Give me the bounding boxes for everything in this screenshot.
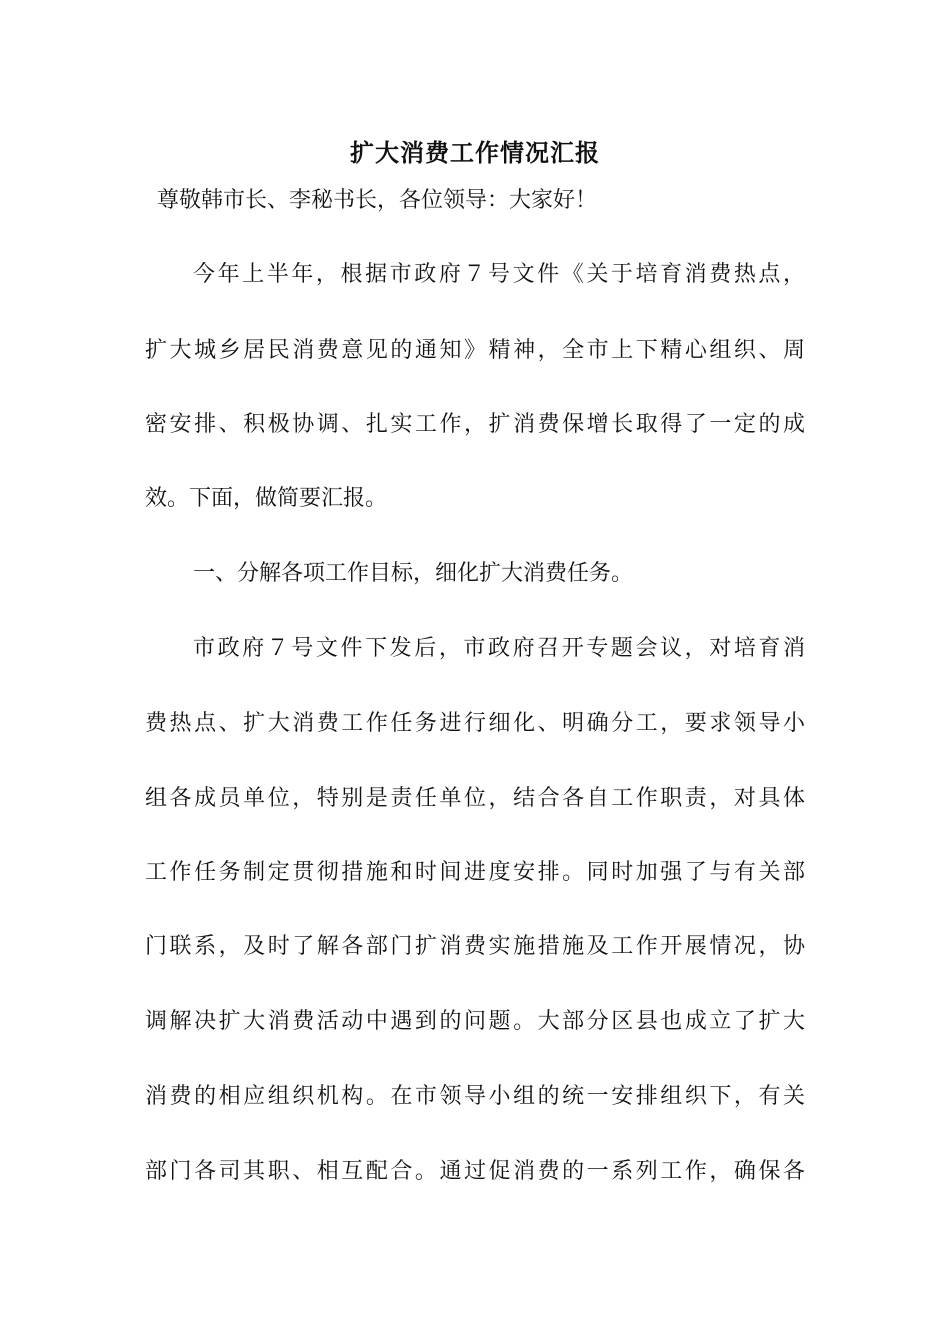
paragraph1-line: 今年上半年，根据市政府７号文件《关于培育消费热点， [193,262,805,287]
paragraph2-line: 工作任务制定贯彻措施和时间进度安排。同时加强了与有关部 [145,860,805,885]
paragraph1-line: 扩大城乡居民消费意见的通知》精神，全市上下精心组织、周 [145,338,805,363]
paragraph2-line: 费热点、扩大消费工作任务进行细化、明确分工，要求领导小 [145,711,805,736]
paragraph1-line: 密安排、积极协调、扎实工作，扩消费保增长取得了一定的成 [145,412,805,437]
greeting-line: 尊敬韩市长、李秘书长，各位领导：大家好！ [157,188,598,213]
paragraph2-line: 市政府７号文件下发后，市政府召开专题会议，对培育消 [193,636,805,661]
paragraph1-line: 效。下面，做简要汇报。 [145,486,388,511]
paragraph2-line: 部门各司其职、相互配合。通过促消费的一系列工作，确保各 [145,1159,805,1184]
document-title: 扩大消费工作情况汇报 [350,138,600,167]
section-heading: 一、分解各项工作目标，细化扩大消费任务。 [193,561,634,586]
paragraph2-line: 调解决扩大消费活动中遇到的问题。大部分区县也成立了扩大 [145,1009,805,1034]
paragraph2-line: 组各成员单位，特别是责任单位，结合各自工作职责，对具体 [145,786,805,811]
paragraph2-line: 消费的相应组织机构。在市领导小组的统一安排组织下，有关 [145,1084,805,1109]
paragraph2-line: 门联系，及时了解各部门扩消费实施措施及工作开展情况，协 [145,934,805,959]
